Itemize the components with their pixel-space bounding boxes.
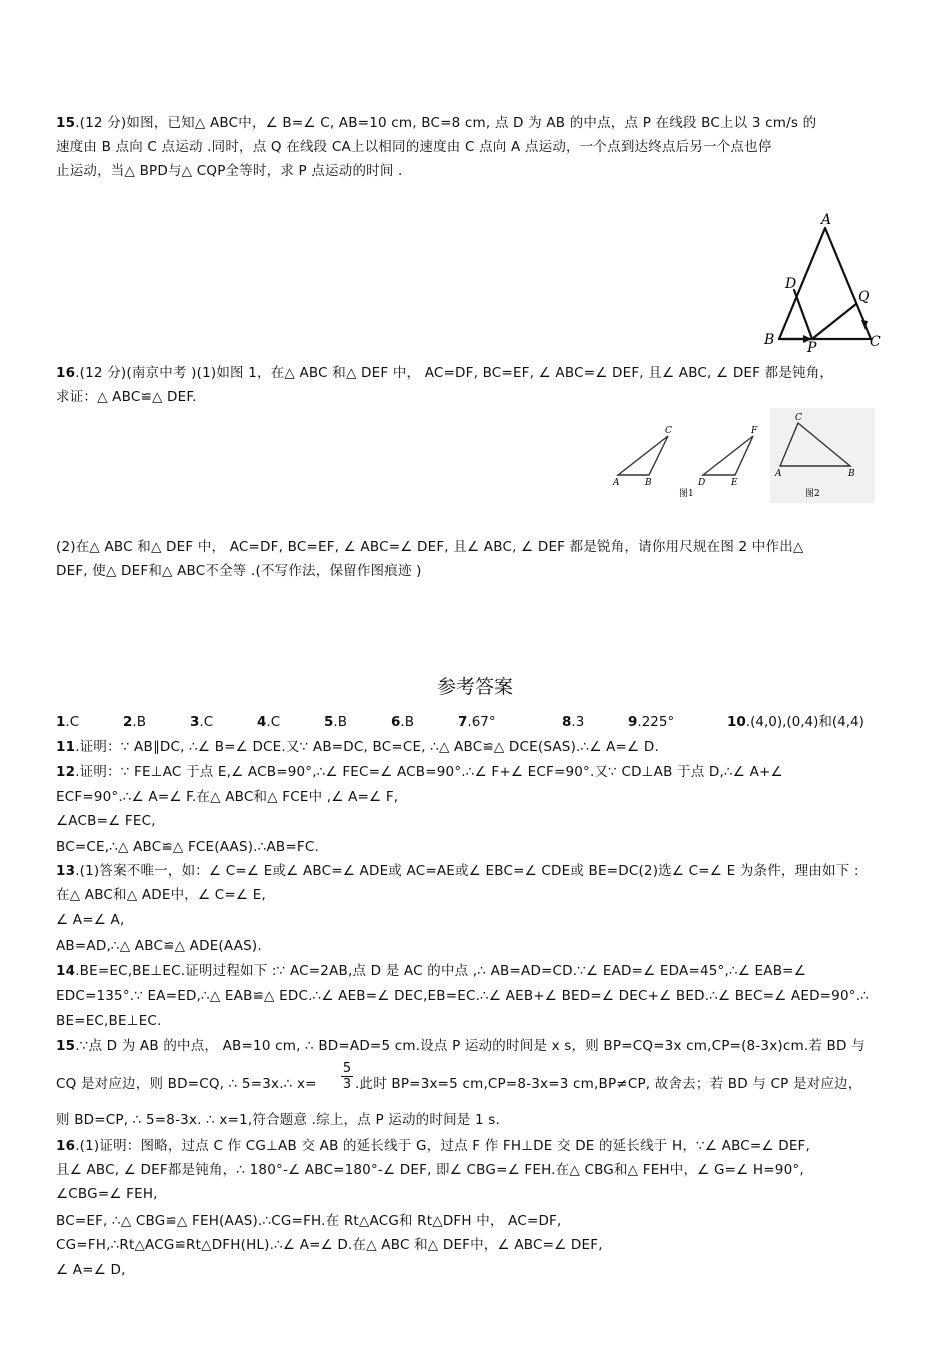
fig1-label-C: C — [665, 426, 672, 436]
q15-number: 15 — [56, 115, 76, 131]
answer-1: 1.C — [56, 714, 80, 730]
a15-line-2a: CQ 是对应边，则 BD=CQ, ∴ 5=3x.∴ x= — [56, 1076, 317, 1092]
a13-line-3: ∠ A=∠ A, — [56, 912, 125, 928]
fig1-label-A: A — [613, 478, 620, 488]
answer-8: 8.3 — [562, 714, 585, 730]
figure-2-background — [770, 408, 875, 503]
a16-line-2: 且∠ ABC, ∠ DEF都是钝角，∴ 180°-∠ ABC=180°-∠ DEF, 即∠ CBG=∠ FEH.在△ CBG和△ FEH中，∠ G=∠ H=90°, — [56, 1162, 804, 1178]
answer-4: 4.C — [257, 714, 281, 730]
a14-line-1: 14.BE=EC,BE⊥EC.证明过程如下 :∵ AC=2AB,点 D 是 AC 的中点 ,∴ AB=AD=CD.∵∠ EAD=∠ EDA=45°,∴∠ EAB=∠ — [56, 963, 806, 979]
a14-line-3: BE=EC,BE⊥EC. — [56, 1013, 162, 1029]
q16-line-1: 16.(12 分)(南京中考 )(1)如图 1，在△ ABC 和△ DEF 中， AC=DF, BC=EF, ∠ ABC=∠ DEF, 且∠ ABC, ∠ DEF 都是钝角， — [56, 365, 834, 381]
a16-line-3: ∠CBG=∠ FEH, — [56, 1186, 158, 1202]
a15-line-2b: .此时 BP=3x=5 cm,CP=8-3x=3 cm,BP≠CP, 故舍去；若 BD 与 CP 是对应边， — [355, 1076, 862, 1092]
label-D: D — [785, 276, 797, 292]
a13-line-2: 在△ ABC和△ ADE中，∠ C=∠ E, — [56, 887, 266, 903]
q16-line-3: (2)在△ ABC 和△ DEF 中， AC=DF, BC=EF, ∠ ABC=∠ DEF, 且∠ ABC, ∠ DEF 都是锐角，请你用尺规在图 2 中作出△ — [56, 539, 804, 555]
answer-3: 3.C — [190, 714, 214, 730]
a12-line-2: ECF=90°.∴∠ A=∠ F.在△ ABC和△ FCE中 ,∠ A=∠ F, — [56, 789, 399, 805]
label-B: B — [764, 332, 775, 348]
answer-6: 6.B — [391, 714, 414, 730]
fig1-label-D: D — [698, 478, 706, 488]
fig2-label-B: B — [848, 469, 855, 479]
a13-line-4: AB=AD,∴△ ABC≌△ ADE(AAS). — [56, 938, 262, 954]
fraction-denominator: 3 — [342, 1077, 352, 1092]
fig1-label-B: B — [645, 478, 652, 488]
figure-q15-triangle — [760, 208, 885, 353]
figure-q16 — [605, 408, 875, 503]
answers-title: 参考答案 — [436, 676, 513, 698]
fig2-caption: 图2 — [805, 489, 820, 499]
fig1-caption: 图1 — [679, 489, 694, 499]
label-Q: Q — [858, 289, 870, 305]
fig2-label-A: A — [775, 469, 782, 479]
a13-line-1: 13.(1)答案不唯一，如：∠ C=∠ E或∠ ABC=∠ ADE或 AC=AE或∠ EBC=∠ CDE或 BE=DC(2)选∠ C=∠ E 为条件，理由如下 : — [56, 863, 859, 879]
answer-9: 9.225° — [628, 714, 675, 730]
label-A: A — [821, 212, 832, 228]
a12-line-4: BC=CE,∴△ ABC≌△ FCE(AAS).∴AB=FC. — [56, 839, 319, 855]
a16-line-6: ∠ A=∠ D, — [56, 1262, 126, 1278]
fraction-5-over-3 — [341, 1062, 353, 1091]
a16-line-4: BC=EF, ∴△ CBG≌△ FEH(AAS).∴CG=FH.在 Rt△ACG和 Rt△DFH 中， AC=DF, — [56, 1213, 562, 1229]
fig1-label-E: E — [731, 478, 738, 488]
a11-line-1: 11.证明：∵ AB∥DC, ∴∠ B=∠ DCE.又∵ AB=DC, BC=CE, ∴△ ABC≌△ DCE(SAS).∴∠ A=∠ D. — [56, 739, 659, 755]
a16-line-1: 16.(1)证明：图略，过点 C 作 CG⊥AB 交 AB 的延长线于 G，过点 F 作 FH⊥DE 交 DE 的延长线于 H，∵∠ ABC=∠ DEF, — [56, 1138, 811, 1154]
a12-line-3: ∠ACB=∠ FEC, — [56, 813, 156, 829]
q16-line-2: 求证：△ ABC≌△ DEF. — [56, 389, 197, 405]
q15-line-1: 15.(12 分)如图，已知△ ABC中，∠ B=∠ C, AB=10 cm, BC=8 cm, 点 D 为 AB 的中点，点 P 在线段 BC上以 3 cm/s 的 — [56, 115, 817, 131]
q15-line-2: 速度由 B 点向 C 点运动 .同时，点 Q 在线段 CA上以相同的速度由 C 点向 A 点运动，一个点到达终点后另一个点也停 — [56, 139, 772, 155]
label-P: P — [807, 340, 817, 353]
q16-line-4: DEF, 使△ DEF和△ ABC不全等 .(不写作法，保留作图痕迹 ) — [56, 563, 422, 579]
answer-7: 7.67° — [458, 714, 496, 730]
a14-line-2: EDC=135°.∵ EA=ED,∴△ EAB≌△ EDC.∴∠ AEB=∠ DEC,EB=EC.∴∠ AEB+∠ BED=∠ DEC+∠ BED.∴∠ BEC=∠ AED=90°.∴ — [56, 988, 869, 1004]
a15-line-3: 则 BD=CP, ∴ 5=8-3x. ∴ x=1,符合题意 .综上，点 P 运动的时间是 1 s. — [56, 1112, 500, 1128]
a16-line-5: CG=FH,∴Rt△ACG≌Rt△DFH(HL).∴∠ A=∠ D.在△ ABC 和△ DEF中，∠ ABC=∠ DEF, — [56, 1237, 603, 1253]
q15-line-3: 止运动，当△ BPD与△ CQP全等时，求 P 点运动的时间 . — [56, 163, 403, 179]
label-C: C — [870, 334, 881, 350]
answer-5: 5.B — [324, 714, 347, 730]
answer-10: 10.(4,0),(0,4)和(4,4) — [727, 714, 864, 730]
a15-line-1: 15.∵点 D 为 AB 的中点， AB=10 cm, ∴ BD=AD=5 cm.设点 P 运动的时间是 x s，则 BP=CQ=3x cm,CP=(8-3x)cm.若 BD 与 — [56, 1038, 865, 1054]
fig2-label-C: C — [795, 413, 802, 423]
fraction-numerator: 5 — [342, 1061, 352, 1076]
q16-number: 16 — [56, 365, 76, 381]
a12-line-1: 12.证明：∵ FE⊥AC 于点 E,∠ ACB=90°,∴∠ FEC=∠ ACB=90°.∴∠ F+∠ ECF=90°.又∵ CD⊥AB 于点 D,∴∠ A+∠ — [56, 764, 783, 780]
fig1-label-F: F — [751, 426, 758, 436]
answer-2: 2.B — [123, 714, 146, 730]
